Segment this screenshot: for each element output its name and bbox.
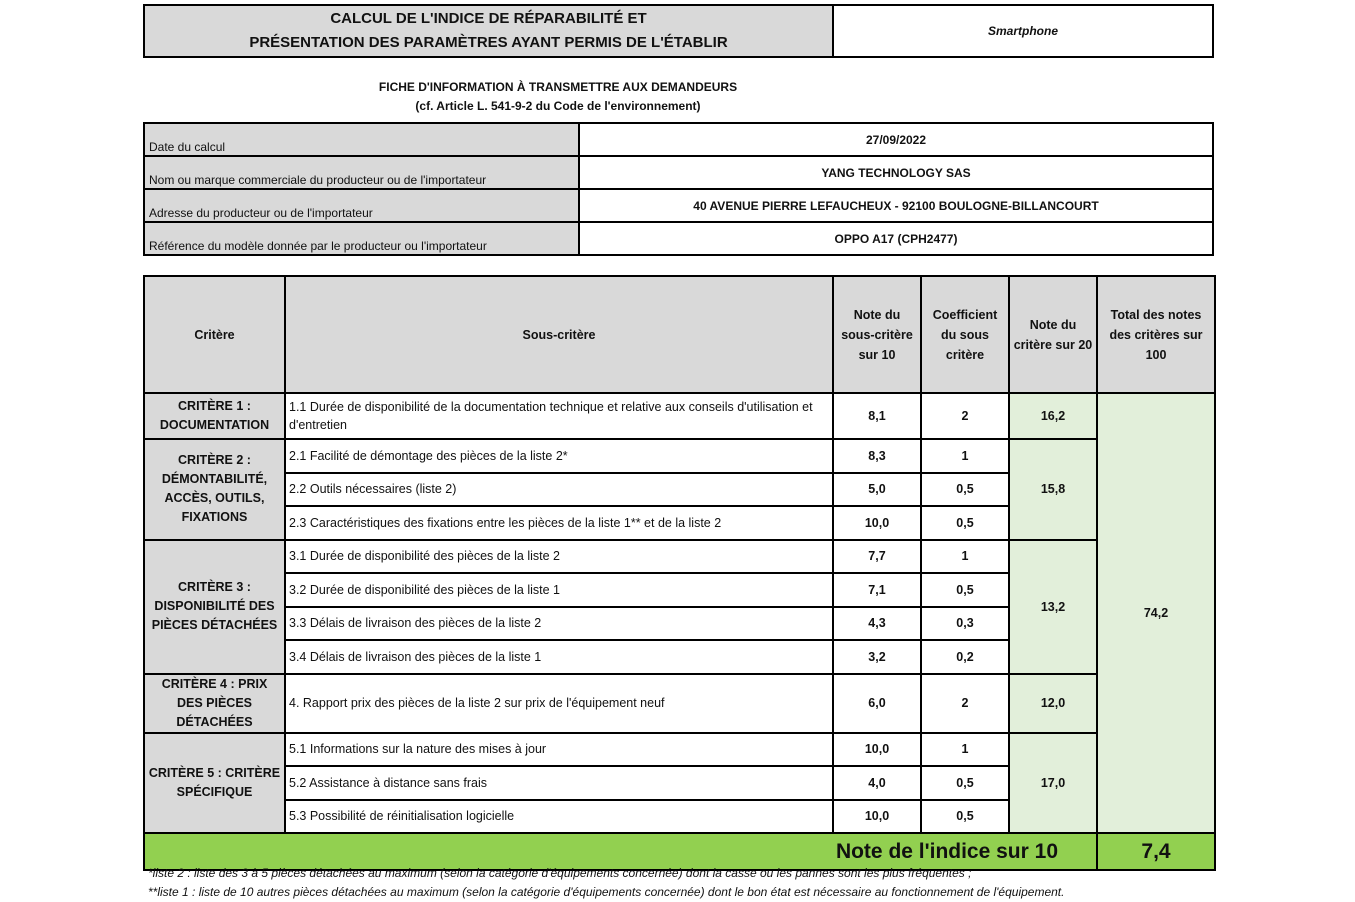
criterion-name: CRITÈRE 4 : PRIX DES PIÈCES DÉTACHÉES [144,674,285,733]
info-label: Nom ou marque commerciale du producteur ou de l'importateur [144,156,579,189]
table-row [144,540,1215,574]
subtitle-line-1: FICHE D'INFORMATION À TRANSMETTRE AUX DEMANDEURS [378,80,738,94]
sub-criterion-note: 6,0 [833,674,921,733]
sub-criterion-note: 3,2 [833,640,921,674]
info-row [144,222,1213,255]
table-row [144,393,1215,439]
info-label: Référence du modèle donnée par le producteur ou l'importateur [144,222,579,255]
sub-criterion-coef: 2 [921,674,1009,733]
sub-criterion-coef: 0,5 [921,573,1009,607]
header-row [144,276,1215,393]
table-row [144,674,1215,733]
criterion-note: 13,2 [1009,540,1097,674]
sub-criterion-label: 5.3 Possibilité de réinitialisation logicielle [285,800,833,834]
document-title [145,6,834,56]
sub-criterion-note: 7,1 [833,573,921,607]
criterion-note: 16,2 [1009,393,1097,439]
footnote: *liste 2 : liste des 3 à 5 pièces détachées au maximum (selon la catégorie d'équipements concernée) dont la casse ou les pannes sont les plus fréquentes ; [148,866,972,880]
sub-criterion-note: 7,7 [833,540,921,574]
criterion-name: CRITÈRE 1 : DOCUMENTATION [144,393,285,439]
criterion-note: 15,8 [1009,439,1097,540]
sub-criterion-label: 3.4 Délais de livraison des pièces de la liste 1 [285,640,833,674]
col-header-sub-criterion: Sous-critère [285,276,833,393]
criterion-name: CRITÈRE 3 : DISPONIBILITÉ DES PIÈCES DÉTACHÉES [144,540,285,674]
criterion-note: 12,0 [1009,674,1097,733]
sub-criterion-label: 3.1 Durée de disponibilité des pièces de la liste 2 [285,540,833,574]
sub-criterion-note: 5,0 [833,473,921,507]
footnote: **liste 1 : liste de 10 autres pièces détachées au maximum (selon la catégorie d'équipements concernée) dont le bon état est nécessaire au fonctionnement de l'équipement. [148,885,1065,899]
col-header-criterion: Critère [144,276,285,393]
sub-criterion-coef: 0,5 [921,766,1009,800]
info-row [144,123,1213,156]
sub-criterion-label: 5.1 Informations sur la nature des mises à jour [285,733,833,767]
sub-criterion-label: 2.2 Outils nécessaires (liste 2) [285,473,833,507]
sub-criterion-label: 3.2 Durée de disponibilité des pièces de la liste 1 [285,573,833,607]
info-row [144,189,1213,222]
sub-criterion-label: 3.3 Délais de livraison des pièces de la liste 2 [285,607,833,641]
sub-criterion-label: 2.3 Caractéristiques des fixations entre les pièces de la liste 1** et de la liste 2 [285,506,833,540]
sub-criterion-coef: 1 [921,540,1009,574]
table-row [144,733,1215,767]
sub-criterion-note: 4,3 [833,607,921,641]
info-label: Date du calcul [144,123,579,156]
sub-criterion-coef: 0,5 [921,506,1009,540]
info-value: 27/09/2022 [579,123,1213,156]
final-score-label: Note de l'indice sur 10 [144,833,1097,870]
sub-criterion-label: 4. Rapport prix des pièces de la liste 2 sur prix de l'équipement neuf [285,674,833,733]
criterion-name: CRITÈRE 5 : CRITÈRE SPÉCIFIQUE [144,733,285,834]
info-value: YANG TECHNOLOGY SAS [579,156,1213,189]
product-type: Smartphone [987,24,1058,38]
info-label: Adresse du producteur ou de l'importateur [144,189,579,222]
criterion-note: 17,0 [1009,733,1097,834]
sub-criterion-coef: 2 [921,393,1009,439]
sub-criterion-note: 4,0 [833,766,921,800]
sub-criterion-note: 10,0 [833,733,921,767]
sub-criterion-label: 2.1 Facilité de démontage des pièces de la liste 2* [285,439,833,473]
criterion-name: CRITÈRE 2 : DÉMONTABILITÉ, ACCÈS, OUTILS, FIXATIONS [144,439,285,540]
col-header-total: Total des notes des critères sur 100 [1097,276,1215,393]
total-100: 74,2 [1097,393,1215,833]
subtitle-line-2: (cf. Article L. 541-9-2 du Code de l'environnement) [415,99,701,113]
col-header-criterion-note: Note du critère sur 20 [1009,276,1097,393]
sub-criterion-coef: 0,2 [921,640,1009,674]
sub-criterion-note: 10,0 [833,506,921,540]
title-line-1: CALCUL DE L'INDICE DE RÉPARABILITÉ ET [330,10,647,27]
sub-criterion-note: 8,1 [833,393,921,439]
table-row [144,439,1215,473]
sub-criterion-coef: 1 [921,439,1009,473]
sub-criterion-label: 1.1 Durée de disponibilité de la documentation technique et relative aux conseils d'utilisation et d'entretien [285,393,833,439]
col-header-sub-note: Note du sous-critère sur 10 [833,276,921,393]
sub-criterion-label: 5.2 Assistance à distance sans frais [285,766,833,800]
header-box [143,4,1214,58]
sub-criterion-note: 8,3 [833,439,921,473]
info-value: 40 AVENUE PIERRE LEFAUCHEUX - 92100 BOULOGNE-BILLANCOURT [579,189,1213,222]
footnotes [148,864,1258,902]
sub-criterion-coef: 0,5 [921,473,1009,507]
sub-criterion-note: 10,0 [833,800,921,834]
sub-criterion-coef: 0,3 [921,607,1009,641]
score-table [143,275,1216,871]
final-score-value: 7,4 [1097,833,1215,870]
info-value: OPPO A17 (CPH2477) [579,222,1213,255]
sub-criterion-coef: 0,5 [921,800,1009,834]
sub-criterion-coef: 1 [921,733,1009,767]
col-header-coefficient: Coefficient du sous critère [921,276,1009,393]
info-table [143,122,1214,256]
subtitle [143,78,973,116]
title-line-2: PRÉSENTATION DES PARAMÈTRES AYANT PERMIS DE L'ÉTABLIR [249,34,728,51]
info-row [144,156,1213,189]
